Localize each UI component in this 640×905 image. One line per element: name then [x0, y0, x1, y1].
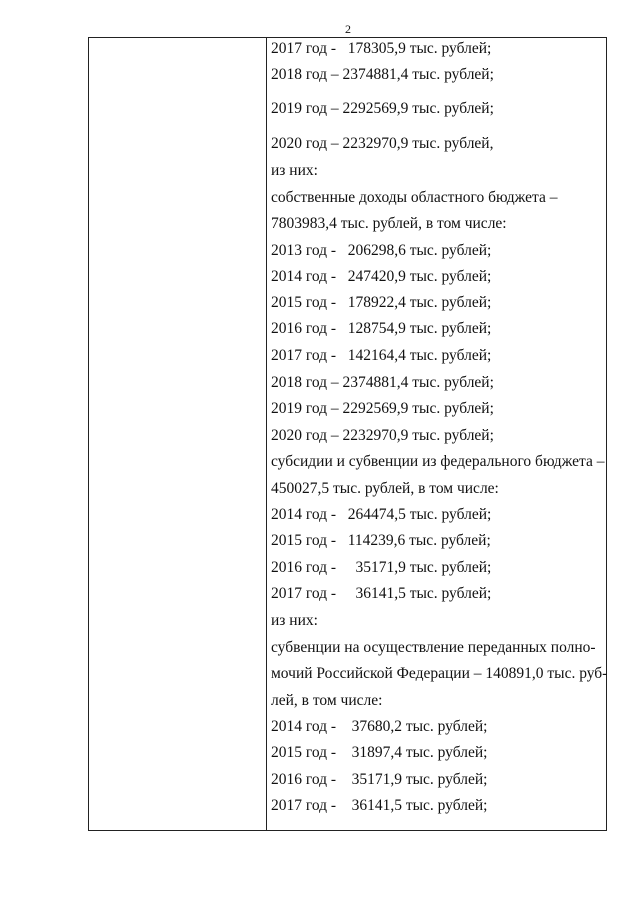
text-line: 2015 год - 31897,4 тыс. рублей;	[271, 744, 488, 761]
text-line: 2014 год - 37680,2 тыс. рублей;	[271, 718, 488, 735]
text-line: мочий Российской Федерации – 140891,0 тыс. руб-	[271, 665, 608, 682]
text-line: 2016 год - 35171,9 тыс. рублей;	[271, 559, 492, 576]
text-line: 2018 год – 2374881,4 тыс. рублей;	[271, 374, 494, 391]
text-line: 2015 год - 178922,4 тыс. рублей;	[271, 294, 492, 311]
text-line: 2013 год - 206298,6 тыс. рублей;	[271, 242, 492, 259]
text-line: 7803983,4 тыс. рублей, в том числе:	[271, 215, 507, 232]
text-line: из них:	[271, 612, 318, 629]
text-line: 2020 год – 2232970,9 тыс. рублей,	[271, 135, 494, 152]
text-line: из них:	[271, 162, 318, 179]
text-line: 2019 год – 2292569,9 тыс. рублей;	[271, 400, 494, 417]
text-line: субвенции на осуществление переданных полно-	[271, 639, 596, 656]
text-line: 2018 год – 2374881,4 тыс. рублей;	[271, 66, 494, 83]
text-line: 2016 год - 128754,9 тыс. рублей;	[271, 320, 492, 337]
text-line: 2020 год – 2232970,9 тыс. рублей;	[271, 427, 494, 444]
text-line: 2019 год – 2292569,9 тыс. рублей;	[271, 100, 494, 117]
text-line: лей, в том числе:	[271, 692, 383, 709]
text-line: 2017 год - 36141,5 тыс. рублей;	[271, 585, 492, 602]
text-line: субсидии и субвенции из федерального бюджета –	[271, 453, 605, 470]
text-line: 2015 год - 114239,6 тыс. рублей;	[271, 532, 491, 549]
text-line: 2014 год - 247420,9 тыс. рублей;	[271, 268, 492, 285]
document-table	[88, 37, 607, 831]
text-line: 2016 год - 35171,9 тыс. рублей;	[271, 771, 488, 788]
text-line: 450027,5 тыс. рублей, в том числе:	[271, 480, 499, 497]
column-divider	[266, 38, 267, 830]
text-line: 2017 год - 36141,5 тыс. рублей;	[271, 797, 488, 814]
page-number: 2	[345, 22, 351, 36]
text-line: собственные доходы областного бюджета –	[271, 189, 558, 206]
text-line: 2017 год - 178305,9 тыс. рублей;	[271, 40, 492, 57]
text-line: 2014 год - 264474,5 тыс. рублей;	[271, 506, 492, 523]
text-line: 2017 год - 142164,4 тыс. рублей;	[271, 347, 492, 364]
